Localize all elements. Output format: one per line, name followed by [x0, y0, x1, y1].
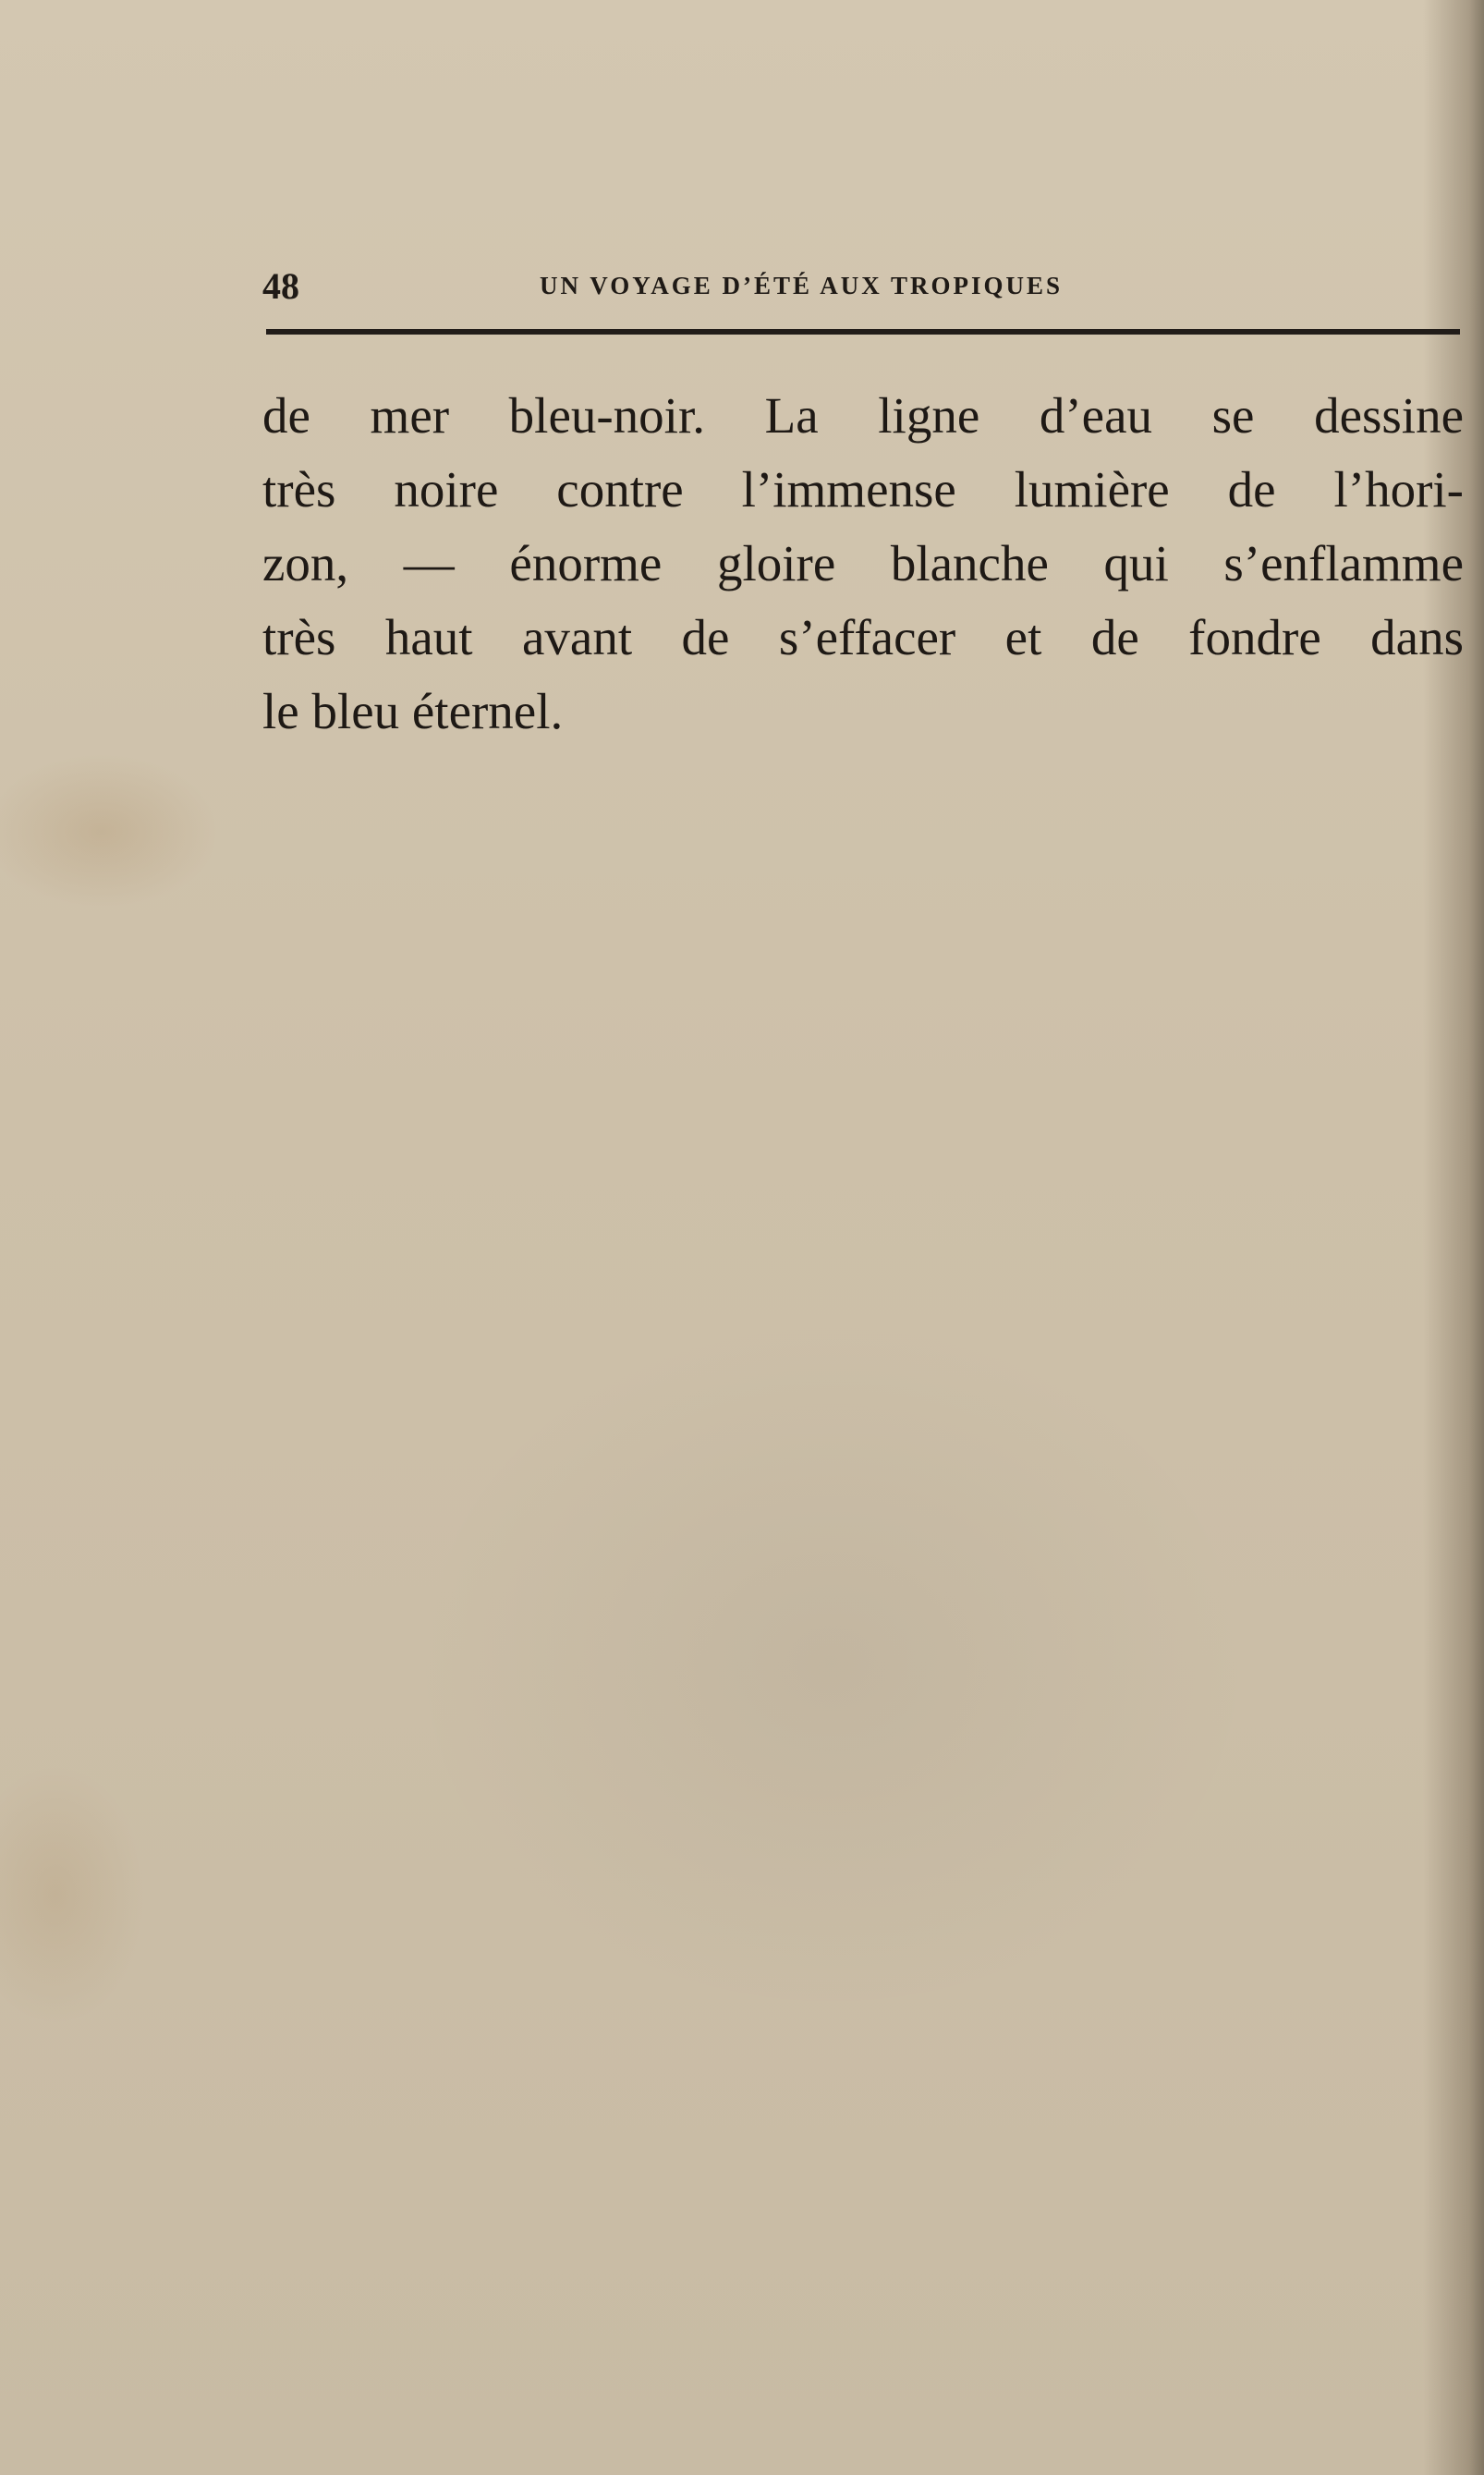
header-rule [266, 329, 1460, 335]
text-line: zon, — énorme gloire blanche qui s’enflamme [262, 535, 1464, 591]
text-line: très haut avant de s’effacer et de fondre dans [262, 609, 1464, 665]
running-head [262, 257, 1460, 312]
running-title: UN VOYAGE D’ÉTÉ AUX TROPIQUES [540, 272, 1064, 299]
body-paragraph [262, 379, 1464, 749]
page-number: 48 [262, 265, 299, 307]
text-line: très noire contre l’immense lumière de l’hori- [262, 461, 1464, 518]
text-line: le bleu éternel. [262, 683, 564, 739]
text-line: de mer bleu-noir. La ligne d’eau se dessine [262, 387, 1464, 444]
